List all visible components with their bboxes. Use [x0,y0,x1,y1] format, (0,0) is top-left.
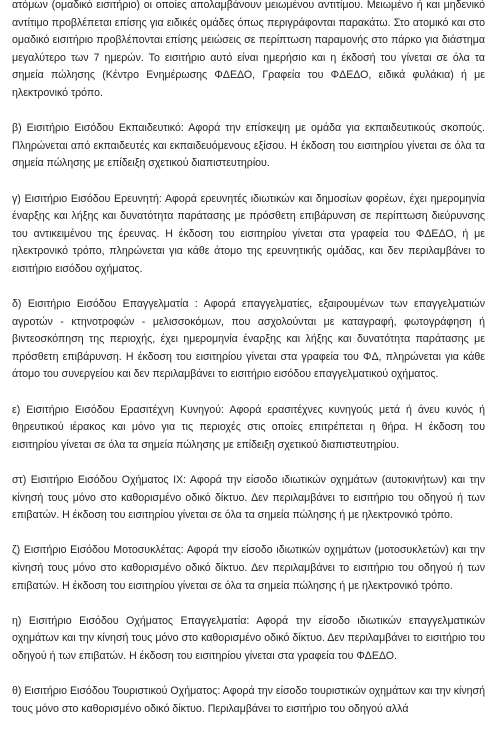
paragraph-professional-vehicle-ticket: η) Εισιτήριο Εισόδου Οχήματος Επαγγελματία: Αφορά την είσοδο ιδιωτικών επαγγελματικών οχημάτων και την κίνησή τους μόνο στο καθορισμένο οδικό δίκτυο. Δεν περιλαμβάνει το εισιτήριο του οδηγού ή των επιβατών. Η έκδοση του εισιτηρίου γίνεται στα γραφεία του ΦΔΕΔΟ. [12,614,485,662]
paragraph-hunter-ticket: ε) Εισιτήριο Εισόδου Ερασιτέχνη Κυνηγού: Αφορά ερασιτέχνες κυνηγούς μετά ή άνευ κυνός ή θηρευτικού ιέρακος και μόνο για τις περιοχές στις οποίες επιτρέπεται η θήρα. Η έκδοση του εισιτηρίου γίνεται σε όλα τα σημεία πώλησης με επίδειξη σχετικού διαπιστευτηρίου. [12,403,485,451]
paragraph-researcher-ticket: γ) Εισιτήριο Εισόδου Ερευνητή: Αφορά ερευνητές ιδιωτικών και δημοσίων φορέων, έχει ημερομηνία έναρξης και λήξης και δυνατότητα παράτασης με πρόσθετη επιβάρυνση σε περίπτωση διεύρυνσης του αντικειμένου της έρευνας. Η έκδοση του εισιτηρίου γίνεται στα γραφεία του ΦΔΕΔΟ, ή με ηλεκτρονικό τρόπο, πληρώνεται για κάθε άτομο της ερευνητικής ομάδας, και δεν περιλαμβάνει το εισιτήριο εισόδου οχήματος. [12,192,485,275]
paragraph-private-car-ticket: στ) Εισιτήριο Εισόδου Οχήματος ΙΧ: Αφορά την είσοδο ιδιωτικών οχημάτων (αυτοκινήτων) και την κίνησή τους μόνο στο καθορισμένο οδικό δίκτυο. Δεν περιλαμβάνει το εισιτήριο του οδηγού ή των επιβατών. Η έκδοση του εισιτηρίου γίνεται σε όλα τα σημεία πώλησης ή με ηλεκτρονικό τρόπο. [12,474,485,522]
paragraph-tourist-vehicle-ticket: θ) Εισιτήριο Εισόδου Τουριστικού Οχήματος: Αφορά την είσοδο τουριστικών οχημάτων και την κίνησή τους μόνο στο καθορισμένο οδικό δίκτυο. Περιλαμβάνει το εισιτήριο του οδηγού αλλά [12,685,485,715]
paragraph-group-ticket-continuation: ατόμων (ομαδικό εισιτήριο) οι οποίες απολαμβάνουν μειωμένου αντιτίμου. Μειωμένο ή και μηδενικό αντίτιμο προβλέπεται επίσης για ειδικές ομάδες όπως περιγράφονται παρακάτω. Στο ατομικό και στο ομαδικό εισιτήριο προβλέπονται επίσης μειώσεις σε περίπτωση παραμονής στο πάρκο για διάστημα μεγαλύτερο των 7 ημερών. Το εισιτήριο αυτό είναι ημερήσιο και η έκδοσή του γίνεται σε όλα τα σημεία πώλησης (Κέντρο Ενημέρωσης ΦΔΕΔΟ, Γραφεία του ΦΔΕΔΟ, ειδικά φυλάκια) ή με ηλεκτρονικό τρόπο. [12,0,485,99]
paragraph-educational-ticket: β) Εισιτήριο Εισόδου Εκπαιδευτικό: Αφορά την επίσκεψη με ομάδα για εκπαιδευτικούς σκοπούς. Πληρώνεται από εκπαιδευτές και εκπαιδευόμενους εξίσου. Η έκδοση του εισιτηρίου γίνεται σε όλα τα σημεία πώλησης με επίδειξη σχετικού διαπιστευτηρίου. [12,122,485,170]
paragraph-professional-ticket: δ) Εισιτήριο Εισόδου Επαγγελματία : Αφορά επαγγελματίες, εξαιρουμένων των επαγγελματιών αγροτών - κτηνοτροφών - μελισσοκόμων, που ασχολούνται με καταγραφή, φωτογράφηση ή βιντεοσκόπηση της περιοχής, έχει ημερομηνία έναρξης και λήξης και δυνατότητα παράτασης με πρόσθετη επιβάρυνση. Η έκδοση του εισιτηρίου γίνεται στα γραφεία του ΦΔ, πληρώνεται για κάθε άτομο του συνεργείου και δεν περιλαμβάνει το εισιτήριο εισόδου επαγγελματικού οχήματος. [12,298,485,381]
paragraph-motorcycle-ticket: ζ) Εισιτήριο Εισόδου Μοτοσυκλέτας: Αφορά την είσοδο ιδιωτικών οχημάτων (μοτοσυκλετών) και την κίνησή τους μόνο στο καθορισμένο οδικό δίκτυο. Δεν περιλαμβάνει το εισιτήριο του οδηγού ή των επιβατών. Η έκδοση του εισιτηρίου γίνεται σε όλα τα σημεία πώλησης ή με ηλεκτρονικό τρόπο. [12,544,485,592]
